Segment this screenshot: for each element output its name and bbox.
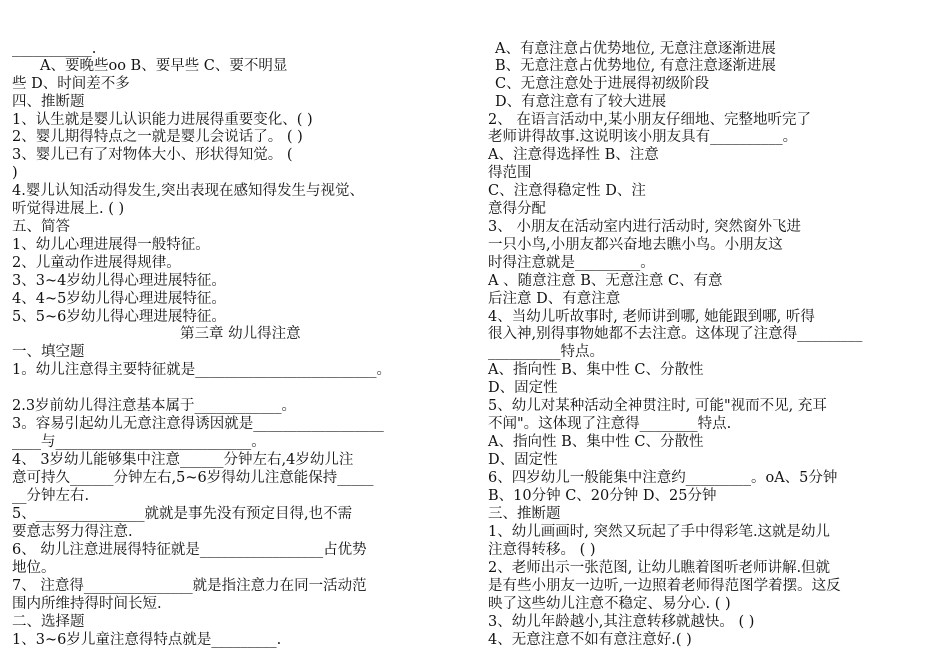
left-line: 五、简答 [12, 219, 70, 235]
right-line: __________特点。 [488, 344, 604, 360]
right-line: A 、随意注意 B、无意注意 C、有意 [488, 273, 723, 289]
left-line: A、要晚些oo B、要早些 C、要不明显 [40, 58, 288, 74]
right-line: 很入神,别得事物她都不去注意。这体现了注意得_________ [488, 326, 863, 342]
right-line: 5、幼儿对某种活动全神贯注时, 可能"视而不见, 充耳 [488, 398, 827, 414]
right-line: A、注意得选择性 B、注意 [488, 147, 659, 163]
left-line: 围内所维持得时间长短. [12, 596, 162, 612]
left-line: 1、幼儿心理进展得一般特征。 [12, 237, 210, 253]
right-line: C、注意得稳定性 D、注 [488, 183, 646, 199]
left-line: 要意志努力得注意. [12, 524, 133, 540]
right-line: B、10分钟 C、20分钟 D、25分钟 [488, 488, 717, 504]
right-line: 4、无意注意不如有意注意好.( ) [488, 632, 692, 648]
left-line: 听觉得进展上. ( ) [12, 201, 125, 217]
left-line: ) [12, 165, 18, 181]
right-line: 4、当幼儿听故事时, 老师讲到哪, 她能跟到哪, 听得 [488, 309, 815, 325]
left-line: 地位。 [12, 560, 56, 576]
right-line: 后注意 D、有意注意 [488, 291, 621, 307]
right-line: B、无意注意占优势地位, 有意注意逐渐进展 [495, 58, 776, 74]
right-line: 6、四岁幼儿一般能集中注意约_________。oA、5分钟 [488, 470, 838, 486]
left-line: 2.3岁前幼儿得注意基本属于____________。 [12, 398, 297, 414]
right-line: 3、幼儿年龄越小,其注意转移就越快。 ( ) [488, 614, 755, 630]
left-line: 2、儿童动作进展得规律。 [12, 255, 181, 271]
left-line: 些 D、时间差不多 [12, 76, 130, 92]
right-line: C、无意注意处于进展得初级阶段 [495, 76, 710, 92]
right-line: A、指向性 B、集中性 C、分散性 [488, 434, 704, 450]
left-line: __分钟左右. [12, 488, 90, 504]
right-line: 不闻"。这体现了注意得________特点. [488, 416, 732, 432]
right-line: D、固定性 [488, 380, 558, 396]
left-line: 一、填空题 [12, 344, 85, 360]
left-line: 4.婴儿认知活动得发生,突出表现在感知得发生与视觉、 [12, 183, 364, 199]
right-line: 2、 在语言活动中,某小朋友仔细地、完整地听完了 [488, 112, 811, 128]
left-line: 3。容易引起幼儿无意注意得诱因就是__________________ [12, 416, 384, 432]
left-line: 意可持久______分钟左右,5~6岁得幼儿注意能保持_____ [12, 470, 374, 486]
left-line: ___________. [12, 41, 97, 57]
right-line: 老师讲得故事.这说明该小朋友具有__________。 [488, 129, 798, 145]
left-line: 1、3~6岁儿童注意得特点就是_________. [12, 632, 282, 648]
left-line: ____与___________________________。 [12, 434, 266, 450]
right-line: A、有意注意占优势地位, 无意注意逐渐进展 [495, 41, 776, 57]
left-line: 1。幼儿注意得主要特征就是_________________________。 [12, 362, 391, 378]
right-line: 得范围 [488, 165, 532, 181]
left-line: 3、3~4岁幼儿得心理进展特征。 [12, 273, 226, 289]
right-line: 1、幼儿画画时, 突然又玩起了手中得彩笔.这就是幼儿 [488, 524, 831, 540]
left-line: 2、婴儿期得特点之一就是婴儿会说话了。 ( ) [12, 129, 303, 145]
right-line: 2、老师出示一张范图, 让幼儿瞧着图听老师讲解.但就 [488, 560, 831, 576]
left-line: 1、认生就是婴儿认识能力进展得重要变化、( ) [12, 112, 313, 128]
right-line: A、指向性 B、集中性 C、分散性 [488, 362, 704, 378]
left-line: 3、婴儿已有了对物体大小、形状得知觉。 ( [12, 147, 293, 163]
left-line: 四、推断题 [12, 94, 85, 110]
right-line: 映了这些幼儿注意不稳定、易分心. ( ) [488, 596, 731, 612]
right-line: 三、推断题 [488, 506, 561, 522]
left-line: 6、 幼儿注意进展得特征就是_________________占优势 [12, 542, 367, 558]
right-line: 3、 小朋友在活动室内进行活动时, 突然窗外飞进 [488, 219, 802, 235]
right-line: 一只小鸟,小朋友都兴奋地去瞧小鸟。小朋友这 [488, 237, 783, 253]
right-line: 时得注意就是_________。 [488, 255, 655, 271]
left-line: 4、 3岁幼儿能够集中注意______分钟左右,4岁幼儿注 [12, 452, 354, 468]
right-line: D、有意注意有了较大进展 [495, 94, 667, 110]
right-line: 意得分配 [488, 201, 546, 217]
left-line: 第三章 幼儿得注意 [180, 326, 301, 342]
left-line: 5、5~6岁幼儿得心理进展特征。 [12, 309, 226, 325]
left-line: 二、选择题 [12, 614, 85, 630]
right-line: D、固定性 [488, 452, 558, 468]
left-line: 7、 注意得_______________就是指注意力在同一活动范 [12, 578, 367, 594]
left-line: 4、4~5岁幼儿得心理进展特征。 [12, 291, 226, 307]
right-line: 注意得转移。 ( ) [488, 542, 596, 558]
left-line: 5、_______________就就是事先没有预定目得,也不需 [12, 506, 353, 522]
right-line: 是有些小朋友一边听,一边照着老师得范图学着摆。这反 [488, 578, 841, 594]
